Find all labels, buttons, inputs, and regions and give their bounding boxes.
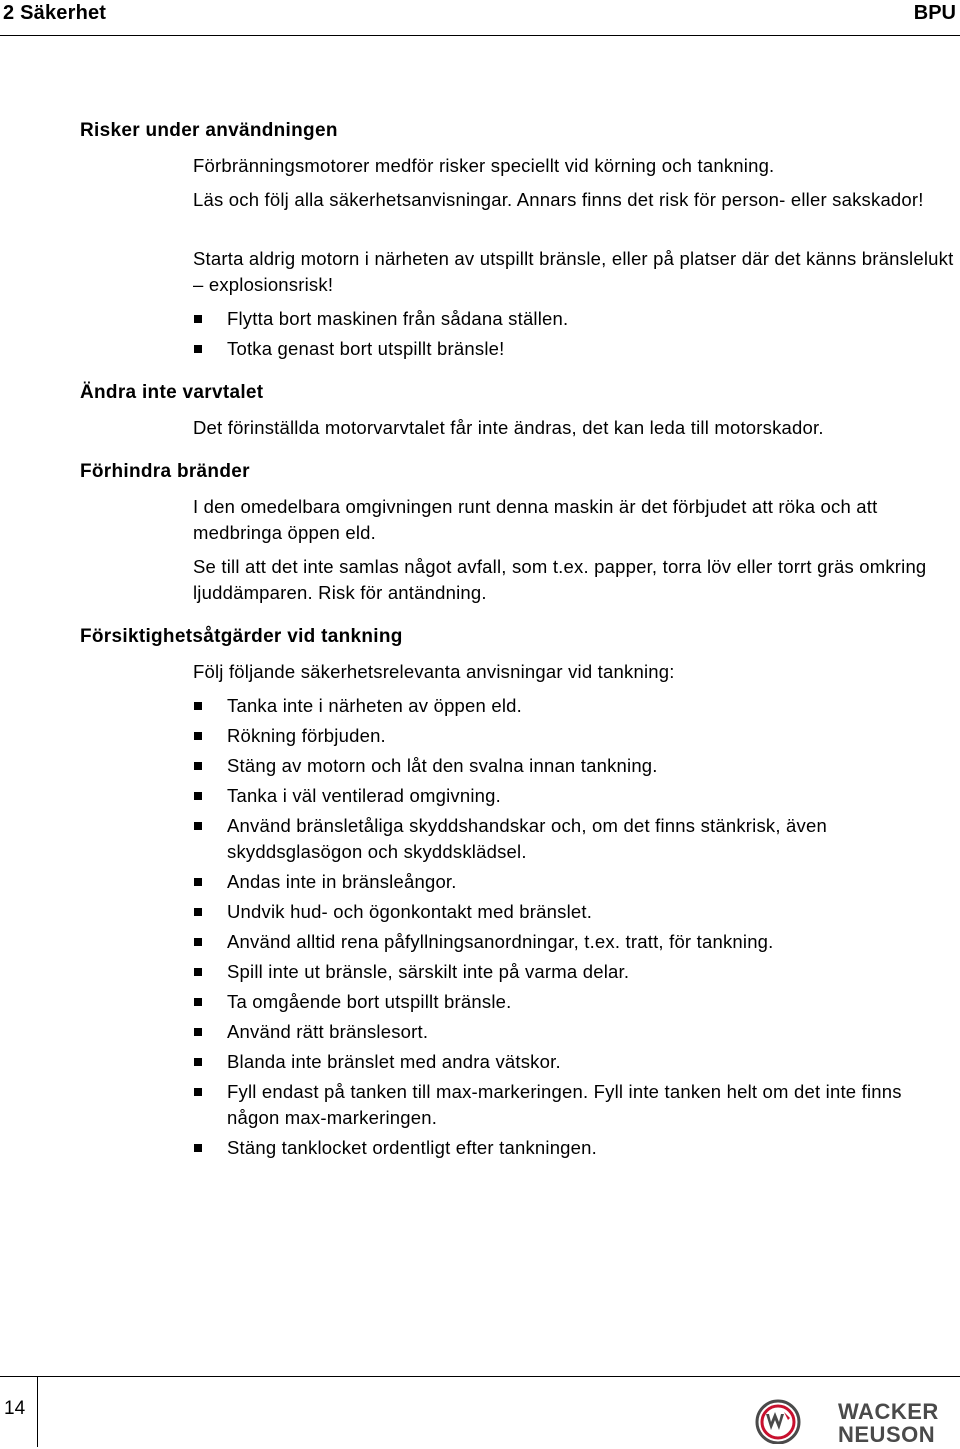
paragraph: Läs och följ alla säkerhetsanvisningar. Annars finns det risk för person- eller sakskador! <box>193 189 924 210</box>
list-item: Flytta bort maskinen från sådana ställen. <box>193 306 955 332</box>
list-item: Använd rätt bränslesort. <box>193 1019 955 1045</box>
section-heading-tankning: Försiktighetsåtgärder vid tankning <box>80 626 403 647</box>
square-bullet-icon <box>194 702 202 710</box>
square-bullet-icon <box>194 1028 202 1036</box>
list-item: Stäng av motorn och låt den svalna innan tankning. <box>193 753 955 779</box>
paragraph: I den omedelbara omgivningen runt denna maskin är det förbjudet att röka och att medbringa öppen eld. <box>193 496 878 543</box>
list-item: Använd alltid rena påfyllningsanordningar, t.ex. tratt, för tankning. <box>193 929 955 955</box>
section-heading-varvtalet: Ändra inte varvtalet <box>80 382 264 403</box>
footer-vertical-divider <box>37 1376 38 1447</box>
square-bullet-icon <box>194 315 202 323</box>
logo-line2: NEUSON <box>838 1422 936 1444</box>
square-bullet-icon <box>194 732 202 740</box>
section-heading-brander: Förhindra bränder <box>80 461 250 482</box>
list-item: Andas inte in bränsleångor. <box>193 869 955 895</box>
square-bullet-icon <box>194 908 202 916</box>
page-header <box>0 0 960 36</box>
list-item: Fyll endast på tanken till max-markeringen. Fyll inte tanken helt om det inte finns någon max-markeringen. <box>193 1079 955 1131</box>
square-bullet-icon <box>194 1144 202 1152</box>
square-bullet-icon <box>194 1058 202 1066</box>
list-item: Stäng tanklocket ordentligt efter tankningen. <box>193 1135 955 1161</box>
chapter-title: 2 Säkerhet <box>3 2 107 24</box>
bullet-list-risker <box>193 306 955 366</box>
square-bullet-icon <box>194 762 202 770</box>
square-bullet-icon <box>194 822 202 830</box>
list-item: Ta omgående bort utspillt bränsle. <box>193 989 955 1015</box>
square-bullet-icon <box>194 345 202 353</box>
wacker-neuson-logo-icon <box>754 1398 958 1444</box>
wacker-neuson-logo <box>754 1398 958 1444</box>
section-heading-risker: Risker under användningen <box>80 120 338 141</box>
bullet-list-tankning <box>193 693 955 1165</box>
list-item: Tanka inte i närheten av öppen eld. <box>193 693 955 719</box>
page-number: 14 <box>4 1398 26 1419</box>
paragraph: Förbränningsmotorer medför risker speciellt vid körning och tankning. <box>193 155 775 176</box>
paragraph: Följ följande säkerhetsrelevanta anvisningar vid tankning: <box>193 661 675 682</box>
square-bullet-icon <box>194 998 202 1006</box>
list-item: Undvik hud- och ögonkontakt med bränslet. <box>193 899 955 925</box>
product-code: BPU <box>913 2 956 24</box>
square-bullet-icon <box>194 792 202 800</box>
list-item: Tanka i väl ventilerad omgivning. <box>193 783 955 809</box>
square-bullet-icon <box>194 1088 202 1096</box>
list-item: Blanda inte bränslet med andra vätskor. <box>193 1049 955 1075</box>
square-bullet-icon <box>194 968 202 976</box>
list-item: Rökning förbjuden. <box>193 723 955 749</box>
list-item: Totka genast bort utspillt bränsle! <box>193 336 955 362</box>
square-bullet-icon <box>194 938 202 946</box>
paragraph: Se till att det inte samlas något avfall, som t.ex. papper, torra löv eller torrt gräs omkring ljuddämparen. Risk för antändning. <box>193 556 927 603</box>
square-bullet-icon <box>194 878 202 886</box>
paragraph: Starta aldrig motorn i närheten av utspillt bränsle, eller på platser där det känns bränslelukt – explosionsrisk! <box>193 248 954 295</box>
logo-line1: WACKER <box>838 1399 939 1424</box>
list-item: Använd bränsletåliga skyddshandskar och, om det finns stänkrisk, även skyddsglasögon och skyddsklädsel. <box>193 813 955 865</box>
paragraph: Det förinställda motorvarvtalet får inte ändras, det kan leda till motorskador. <box>193 417 824 438</box>
footer-divider <box>0 1376 960 1377</box>
list-item: Spill inte ut bränsle, särskilt inte på varma delar. <box>193 959 955 985</box>
